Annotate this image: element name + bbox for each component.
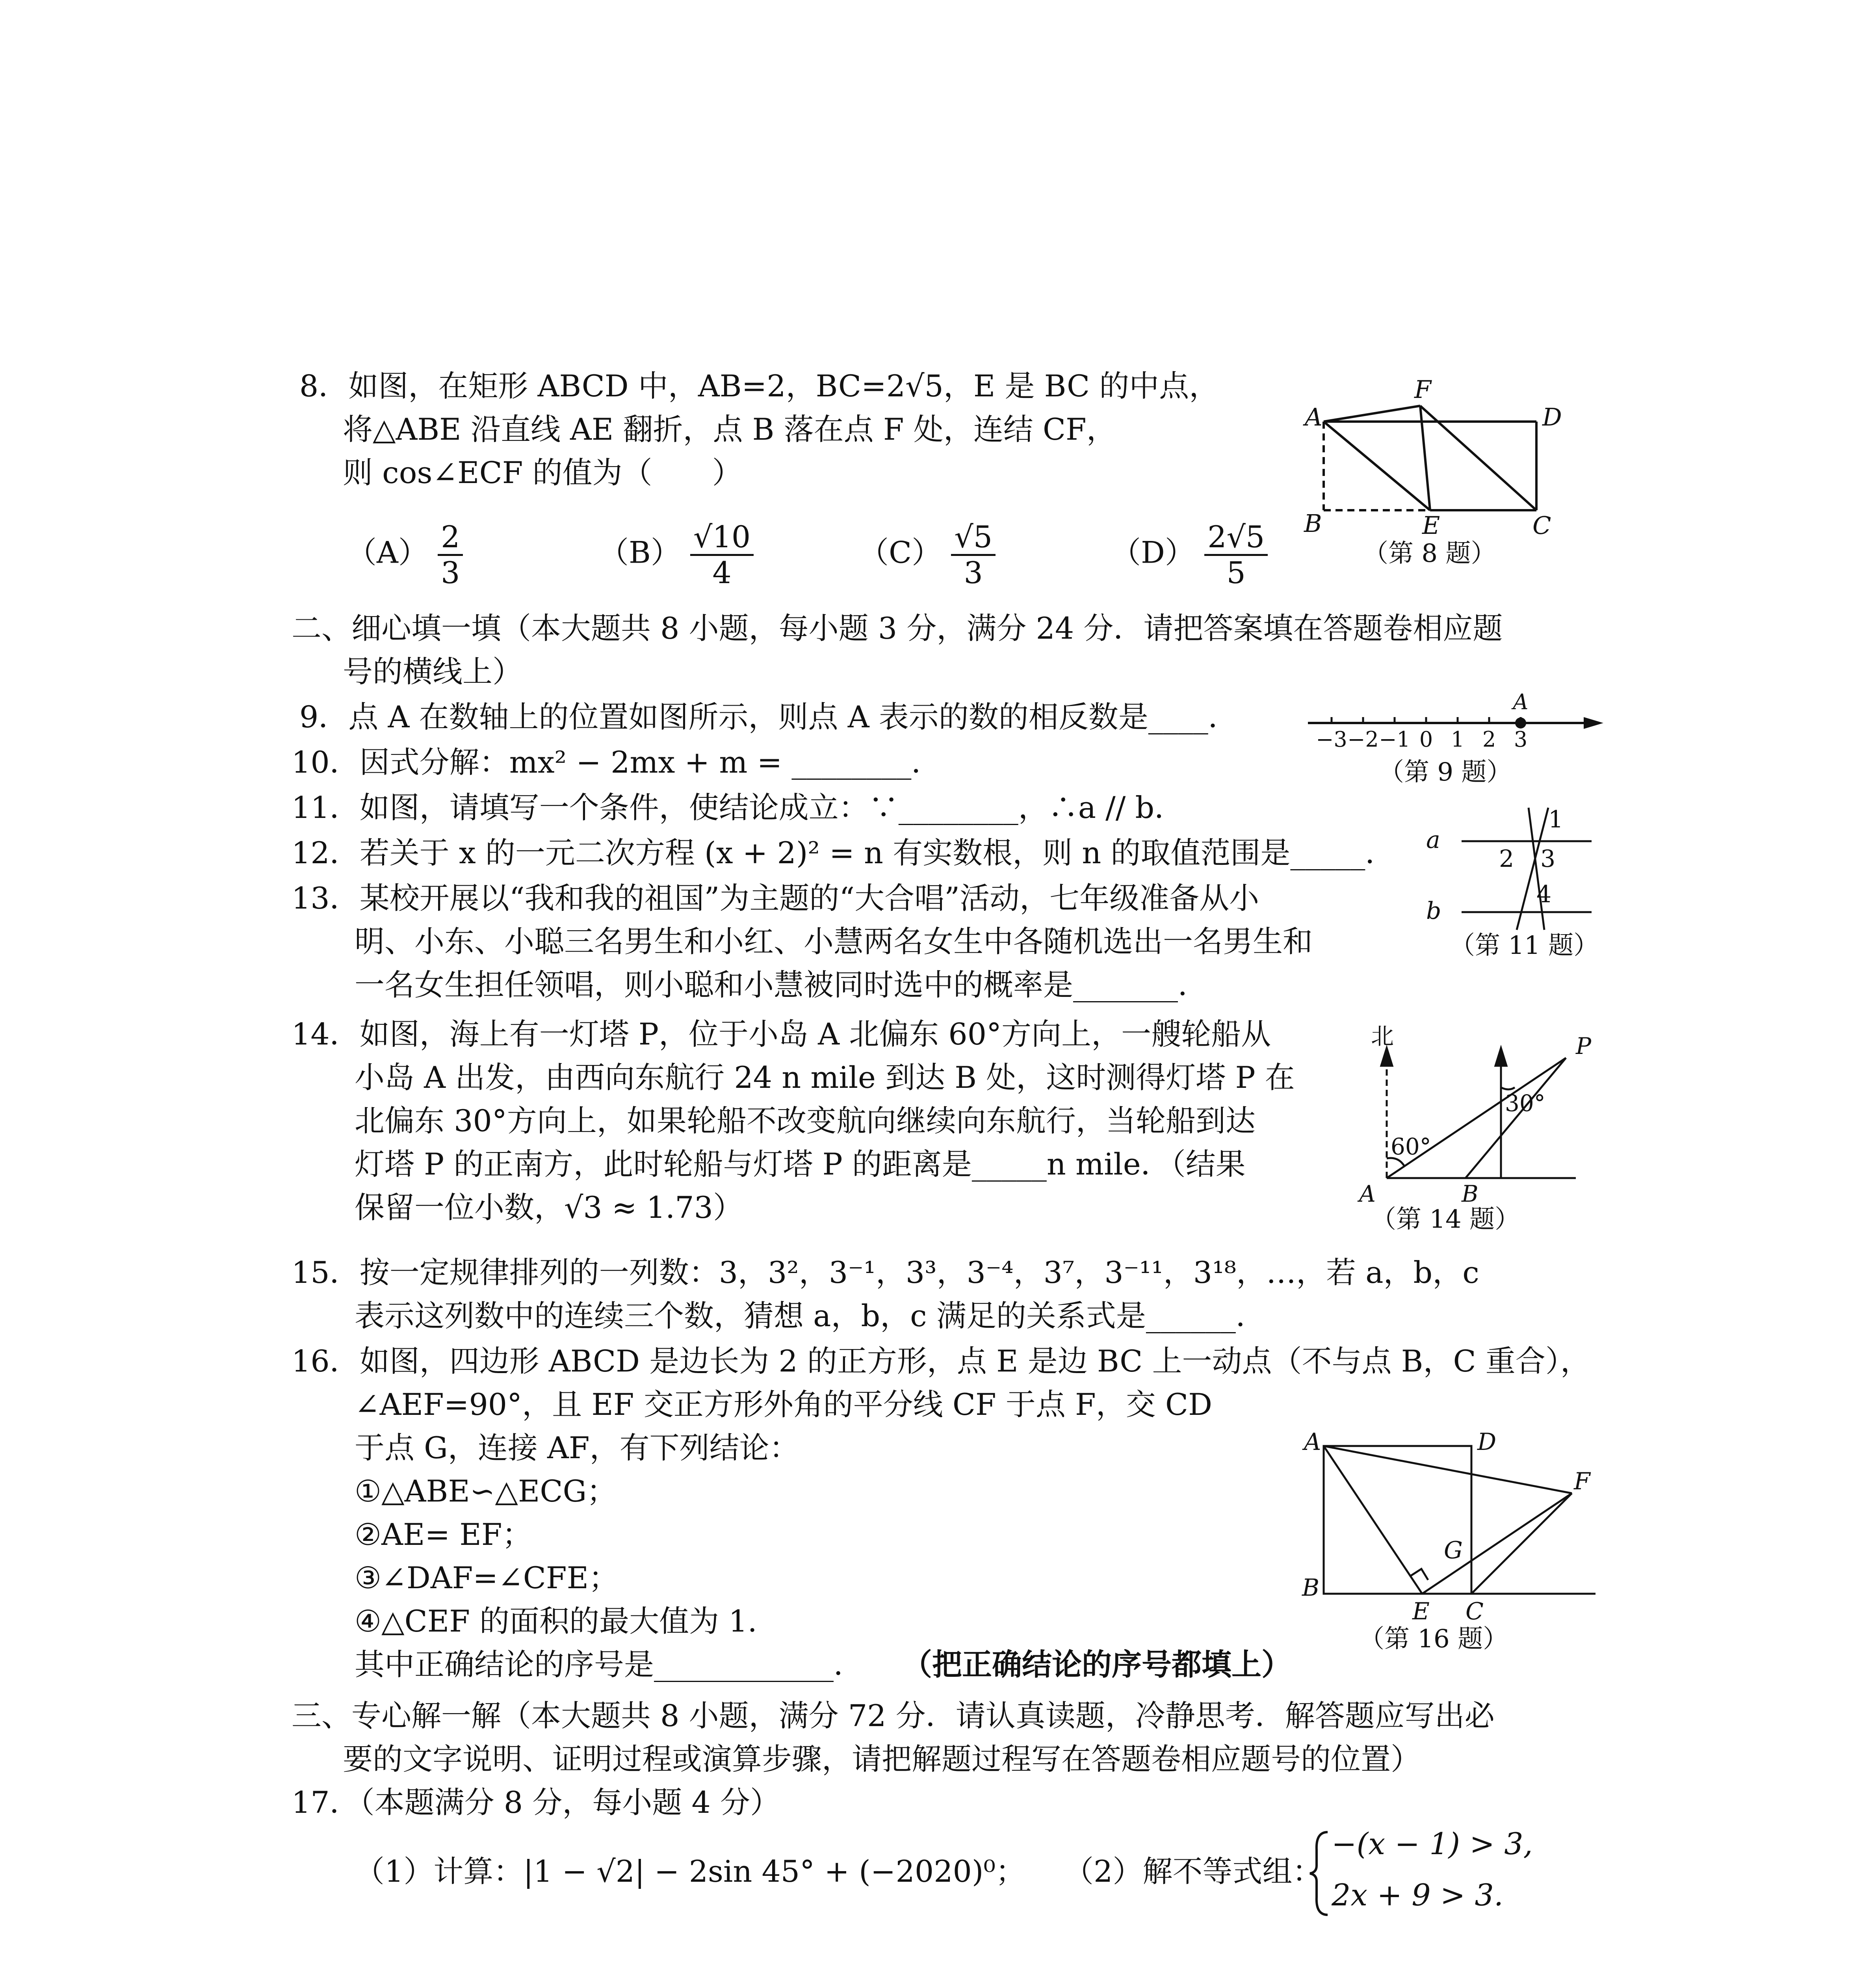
- q8-option-c: [859, 520, 996, 590]
- q17-brace-icon: [1310, 1832, 1328, 1915]
- q9-tick-1: −2: [1347, 727, 1379, 749]
- q14-line1: 14．如图，海上有一灯塔 P，位于小岛 A 北偏东 60°方向上，一艘轮船从: [292, 1017, 1271, 1052]
- q9-text: 9．点 A 在数轴上的位置如图所示，则点 A 表示的数的相反数是____．: [299, 699, 1238, 734]
- q8-option-d-label: （D）: [1111, 535, 1195, 570]
- q12-text: 12．若关于 x 的一元二次方程 (x + 2)² = n 有实数根，则 n 的取值范围是_____．: [292, 835, 1395, 870]
- q16-segment-cf: [1471, 1493, 1572, 1594]
- q8-option-a-fraction: [438, 520, 463, 590]
- q8-option-d-fraction: [1204, 520, 1268, 590]
- q16-label-e: E: [1412, 1598, 1430, 1625]
- q8-line3: 则 cos∠ECF 的值为（ ）: [343, 455, 742, 490]
- q13-line1: 13．某校开展以“我和我的祖国”为主题的“大合唱”活动，七年级准备从小: [292, 881, 1259, 916]
- q13-line3: 一名女生担任领唱，则小聪和小慧被同时选中的概率是_______．: [355, 967, 1208, 1002]
- q11-angle-3: 3: [1540, 845, 1556, 873]
- q9-tick-6: 3: [1514, 727, 1528, 749]
- q8-label-b: B: [1304, 509, 1322, 538]
- q8-option-d-num: 2√5: [1204, 520, 1268, 556]
- q16-conclusion-2: ②AE= EF；: [355, 1517, 532, 1552]
- q11-angle-1: 1: [1548, 806, 1564, 833]
- q13-line2: 明、小东、小聪三名男生和小红、小慧两名女生中各随机选出一名男生和: [355, 924, 1313, 959]
- q14-caption: （第 14 题）: [1371, 1205, 1520, 1234]
- q16-segment-ae: [1324, 1446, 1422, 1594]
- q17-part2: （2）解不等式组：: [1064, 1854, 1322, 1889]
- q8-label-d: D: [1542, 403, 1562, 431]
- q17-inequality-2: 2x + 9 > 3.: [1332, 1877, 1504, 1912]
- q8-option-c-num: √5: [951, 520, 996, 556]
- q16-label-b: B: [1302, 1574, 1320, 1602]
- q16-line2: ∠AEF=90°，且 EF 交正方形外角的平分线 CF 于点 F，交 CD: [355, 1387, 1213, 1422]
- q16-line3: 于点 G，连接 AF，有下列结论：: [355, 1430, 799, 1465]
- q8-line1: 8．如图，在矩形 ABCD 中，AB=2，BC=2√5，E 是 BC 的中点，: [299, 368, 1219, 403]
- q14-north-label: 北: [1371, 1024, 1394, 1050]
- q8-option-b-den: 4: [712, 555, 732, 590]
- section3-heading-line1: 三、专心解一解（本大题共 8 小题，满分 72 分．请认真读题，冷静思考．解答题应写出必: [292, 1698, 1495, 1733]
- q14-label-p: P: [1576, 1033, 1592, 1059]
- q11-angle-4: 4: [1536, 881, 1552, 908]
- q16-caption: （第 16 题）: [1359, 1624, 1508, 1654]
- q9-tick-3: 0: [1419, 727, 1433, 749]
- q14-line2: 小岛 A 出发，由西向东航行 24 n mile 到达 B 处，这时测得灯塔 P 在: [355, 1060, 1295, 1095]
- q14-north-arrow-b-icon: [1495, 1048, 1506, 1066]
- q11-label-b: b: [1426, 897, 1441, 925]
- q14-angle-arc-30: [1501, 1087, 1515, 1089]
- q9-caption: （第 9 题）: [1379, 758, 1512, 787]
- q16-ask: 其中正确结论的序号是____________．: [355, 1647, 864, 1682]
- q15-line1: 15．按一定规律排列的一列数：3，3²，3⁻¹，3³，3⁻⁴，3⁷，3⁻¹¹，3¹⁸，…，若 a，b，c: [292, 1255, 1479, 1290]
- q14-line4: 灯塔 P 的正南方，此时轮船与灯塔 P 的距离是_____n mile．（结果: [355, 1147, 1246, 1182]
- q11-label-a: a: [1426, 826, 1440, 854]
- q9-number-line: [1300, 682, 1607, 749]
- q10-text: 10．因式分解：mx² − 2mx + m = ________．: [292, 745, 942, 780]
- q9-tick-4: 1: [1451, 727, 1465, 749]
- q8-option-a-label: （A）: [347, 535, 428, 570]
- q14-line5: 保留一位小数，√3 ≈ 1.73）: [355, 1190, 743, 1225]
- q8-label-e: E: [1422, 511, 1440, 540]
- q17-heading: 17．（本题满分 8 分，每小题 4 分）: [292, 1785, 780, 1820]
- q8-segment-af: [1324, 406, 1420, 422]
- q16-conclusion-1: ①△ABE∽△ECG；: [355, 1474, 617, 1509]
- q16-line1: 16．如图，四边形 ABCD 是边长为 2 的正方形，点 E 是边 BC 上一动点（不与点 B，C 重合），: [292, 1344, 1590, 1379]
- q17-inequality-1: −(x − 1) > 3,: [1332, 1826, 1533, 1861]
- q14-angle-30: 30°: [1505, 1090, 1545, 1117]
- q8-option-d: [1111, 520, 1268, 590]
- q9-tick-0: −3: [1316, 727, 1347, 749]
- q16-conclusion-3: ③∠DAF=∠CFE；: [355, 1560, 619, 1595]
- q8-option-a-num: 2: [438, 520, 463, 556]
- q17-brace: [1308, 1828, 1332, 1919]
- q16-label-d: D: [1477, 1428, 1497, 1456]
- q8-caption: （第 8 题）: [1363, 539, 1496, 568]
- q8-label-a: A: [1305, 403, 1322, 431]
- q17-part1: （1）计算：|1 − √2| − 2sin 45° + (−2020)⁰；: [355, 1854, 1026, 1889]
- q14-segment-bp: [1466, 1058, 1566, 1178]
- q8-option-d-den: 5: [1226, 555, 1246, 590]
- q8-option-c-den: 3: [964, 555, 983, 590]
- q8-option-b-label: （B）: [599, 535, 681, 570]
- q8-option-a-den: 3: [441, 555, 460, 590]
- q11-figure: [1418, 804, 1599, 934]
- q14-label-a: A: [1359, 1180, 1376, 1206]
- q16-square: [1324, 1446, 1471, 1594]
- q16-hint: （把正确结论的序号都填上）: [902, 1647, 1291, 1682]
- q14-line3: 北偏东 30°方向上，如果轮船不改变航向继续向东航行，当轮船到达: [355, 1103, 1256, 1138]
- q11-caption: （第 11 题）: [1450, 931, 1599, 960]
- q8-segment-ae2: [1324, 422, 1430, 510]
- q16-label-a: A: [1304, 1428, 1321, 1456]
- q9-point-label: A: [1513, 690, 1529, 714]
- q16-label-f: F: [1574, 1468, 1590, 1495]
- q8-label-c: C: [1532, 511, 1551, 540]
- q14-angle-60: 60°: [1391, 1133, 1431, 1160]
- q14-figure: [1347, 1024, 1615, 1206]
- q16-conclusion-4: ④△CEF 的面积的最大值为 1.: [355, 1604, 757, 1639]
- q9-tick-5: 2: [1482, 727, 1496, 749]
- q8-option-b: [599, 520, 754, 590]
- q8-figure: [1300, 370, 1576, 552]
- q8-option-c-fraction: [951, 520, 996, 590]
- section2-heading-line2: 号的横线上）: [343, 654, 522, 689]
- section2-heading-line1: 二、细心填一填（本大题共 8 小题，每小题 3 分，满分 24 分．请把答案填在答题卷相应题: [292, 611, 1503, 646]
- q11-angle-2: 2: [1499, 845, 1514, 873]
- q16-segment-af: [1324, 1446, 1572, 1493]
- q8-option-c-label: （C）: [859, 535, 942, 570]
- q11-text: 11．如图，请填写一个条件，使结论成立：∵________，∴a // b．: [292, 790, 1185, 825]
- q8-option-b-num: √10: [690, 520, 754, 556]
- q8-label-f: F: [1414, 375, 1432, 404]
- q8-line2: 将△ABE 沿直线 AE 翻折，点 B 落在点 F 处，连结 CF，: [343, 412, 1116, 447]
- section3-heading-line2: 要的文字说明、证明过程或演算步骤，请把解题过程写在答题卷相应题号的位置）: [343, 1741, 1421, 1777]
- q9-tick-2: −1: [1379, 727, 1410, 749]
- q16-label-g: G: [1444, 1537, 1463, 1564]
- q14-north-arrow-a-icon: [1381, 1048, 1392, 1066]
- q15-line2: 表示这列数中的连续三个数，猜想 a，b，c 满足的关系式是______．: [355, 1298, 1266, 1333]
- q16-figure: [1296, 1422, 1603, 1627]
- q16-label-c: C: [1466, 1598, 1484, 1625]
- q8-option-a: [347, 520, 463, 590]
- q8-option-b-fraction: [690, 520, 754, 590]
- q14-label-b: B: [1462, 1180, 1479, 1206]
- q14-segment-ap: [1387, 1058, 1566, 1178]
- q9-arrow-icon: [1584, 717, 1603, 729]
